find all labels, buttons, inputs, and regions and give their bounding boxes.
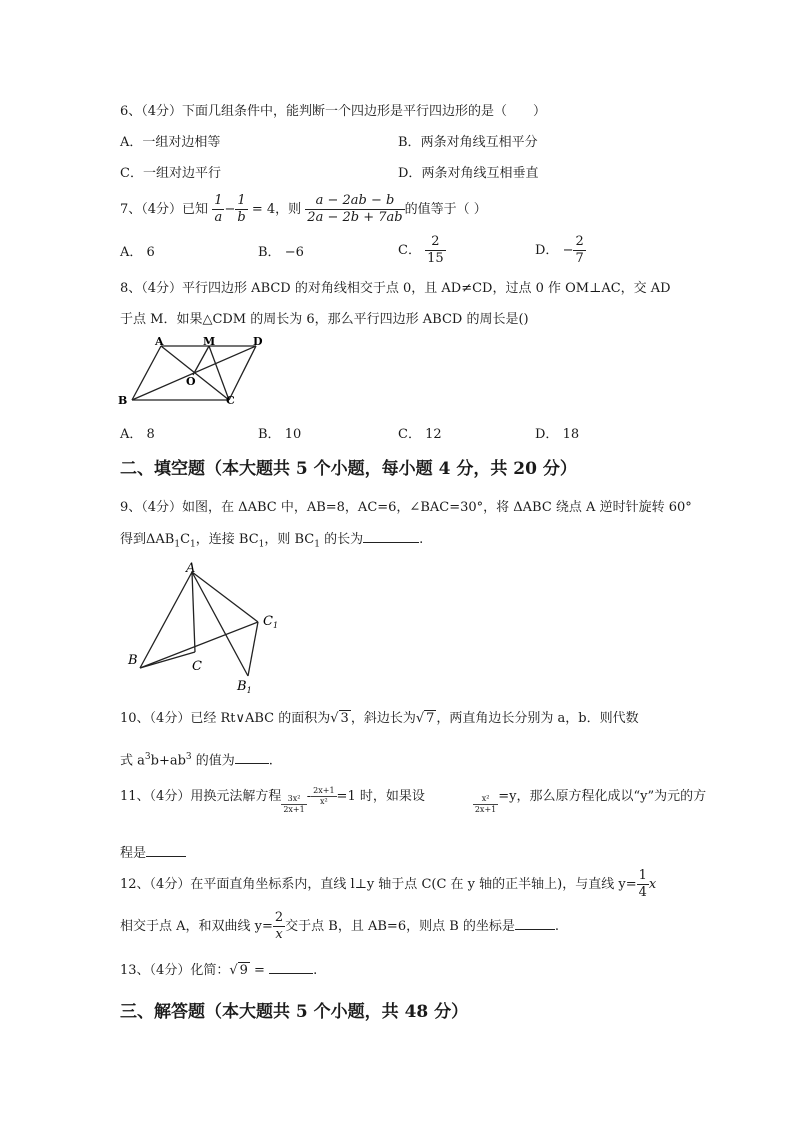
q9-label-a: A <box>186 561 196 576</box>
q8-label-a: A <box>155 335 164 348</box>
q9-stem-line2: 得到$\Delta AB_1C_1$，连接 $BC_1$，则 $BC_1$ 的长为 . <box>120 528 423 555</box>
q10-stem-line2: 式 $a^3b+ab^3$ 的值为 . <box>120 747 273 771</box>
q6-stem <box>120 102 546 122</box>
q7-option-b: B． −6 <box>258 245 304 260</box>
q12-stem-line2: 相交于点 A，和双曲线 y= $\frac{2}{x}$ 交于点 B，且 AB=6，则点 B 的坐标是 . <box>120 910 560 942</box>
q11-fraction-3: $\frac{\text{x²}}{2x+1}$ <box>474 794 497 814</box>
q7-fraction-1-over-a: $\frac{1}{a}$ <box>214 193 223 225</box>
q6-option-d: D．两条对角线互相垂直 <box>398 166 539 181</box>
section-3-heading: 三、解答题（本大题共 5 个小题，共 48 分） <box>120 1002 469 1022</box>
q11-fraction-2: $\frac{2x+1}{\text{x²}}$ <box>313 786 335 806</box>
q8-label-d: D <box>253 335 263 348</box>
q10-sqrt-7: √ 7 <box>415 711 435 726</box>
section-2-heading: 二、填空题（本大题共 5 个小题，每小题 4 分，共 20 分） <box>120 459 577 479</box>
q9-label-c: C <box>192 659 202 674</box>
q8-label-c: C <box>226 394 235 407</box>
q7-fraction-expression: $\frac{a - 2ab - b}{2a - 2b + 7ab}$ <box>307 193 403 225</box>
q9-label-b1: $B_1$ <box>237 679 252 695</box>
q12-stem-line1: 12、（4分）在平面直角坐标系内，直线 l⊥y 轴于点 C(C 在 y 轴的正半轴上)，与直线 y= $\frac{1}{4}$ x <box>120 868 657 900</box>
q10-answer-blank[interactable] <box>235 749 269 764</box>
q7-stem: 7、（4分）已知 $\frac{1}{a}$ − $\frac{1}{b}$ = 4，则 $\frac{a - 2ab - b}{2a - 2b + 7ab}$ 的值等于（ ） <box>120 193 487 225</box>
q13-stem: 13、（4分）化简：√ 9 = . <box>120 959 317 981</box>
q6-number: 6、（4分） <box>120 104 183 119</box>
q9-stem-line1: 9、（4分）如图，在 ΔABC 中，AB=8，AC=6，∠BAC=30°，将 ΔABC 绕点 A 逆时针旋转 60° <box>120 500 692 515</box>
q8-label-o: O <box>186 375 196 388</box>
q6-option-b: B．两条对角线互相平分 <box>398 135 538 150</box>
q8-label-m: M <box>203 335 216 348</box>
q8-option-b: B． 10 <box>258 427 302 442</box>
q9-label-c1: $C_1$ <box>263 614 279 630</box>
q11-stem-line1: 11、（4分）用换元法解方程 $\frac{\text{3x²}}{2x+1}$ - $\frac{2x+1}{\text{x²}}$ =1 时，如果设 $\frac{\text{x²}}{2x+1}$ =y，那么原方程化成以“y”为元的方 <box>120 786 707 814</box>
q8-stem-line1: 8、（4分）平行四边形 ABCD 的对角线相交于点 0，且 AD≠CD，过点 0 作 OM⊥AC，交 AD <box>120 281 671 296</box>
q6-text: 下面几组条件中，能判断一个四边形是平行四边形的是（ ） <box>182 104 547 119</box>
q12-fraction-2-over-x: $\frac{2}{x}$ <box>274 910 284 942</box>
q7-fraction-1-over-b: $\frac{1}{b}$ <box>237 193 246 225</box>
q10-sqrt-3: √ 3 <box>330 711 349 726</box>
q12-fraction-one-quarter: $\frac{1}{4}$ <box>638 868 647 900</box>
q7-option-a: A． 6 <box>120 245 155 260</box>
q8-label-b: B <box>118 394 128 407</box>
q8-stem-line2: 于点 M．如果△CDM 的周长为 6，那么平行四边形 ABCD 的周长是() <box>120 312 529 327</box>
q8-option-d: D． 18 <box>535 427 580 442</box>
q8-option-a: A． 8 <box>120 427 155 442</box>
q8-option-c: C． 12 <box>398 427 442 442</box>
q11-answer-blank[interactable] <box>146 842 186 857</box>
q6-option-c: C．一组对边平行 <box>120 166 221 181</box>
q9-answer-blank[interactable] <box>363 528 419 543</box>
q9-label-b: B <box>128 653 138 668</box>
q10-stem-line1: 10、（4分）已经 Rt∨ABC 的面积为√ 3 ，斜边长为√ 7 ，两直角边长分别为 a，b．则代数 <box>120 709 639 729</box>
q7-option-c: C． $\frac{2}{15}$ <box>398 234 444 266</box>
q9-rotation-figure <box>124 560 294 695</box>
q11-stem-line2: 程是 <box>120 842 186 864</box>
q13-answer-blank[interactable] <box>269 959 313 974</box>
q6-option-a: A．一组对边相等 <box>120 135 221 150</box>
q7-option-d: D． − $\frac{2}{7}$ <box>535 234 584 266</box>
q8-parallelogram-figure <box>115 334 275 414</box>
q13-sqrt-9: √ 9 <box>229 963 248 978</box>
q12-answer-blank[interactable] <box>515 915 555 930</box>
q11-fraction-1: $\frac{\text{3x²}}{2x+1}$ <box>283 794 305 814</box>
